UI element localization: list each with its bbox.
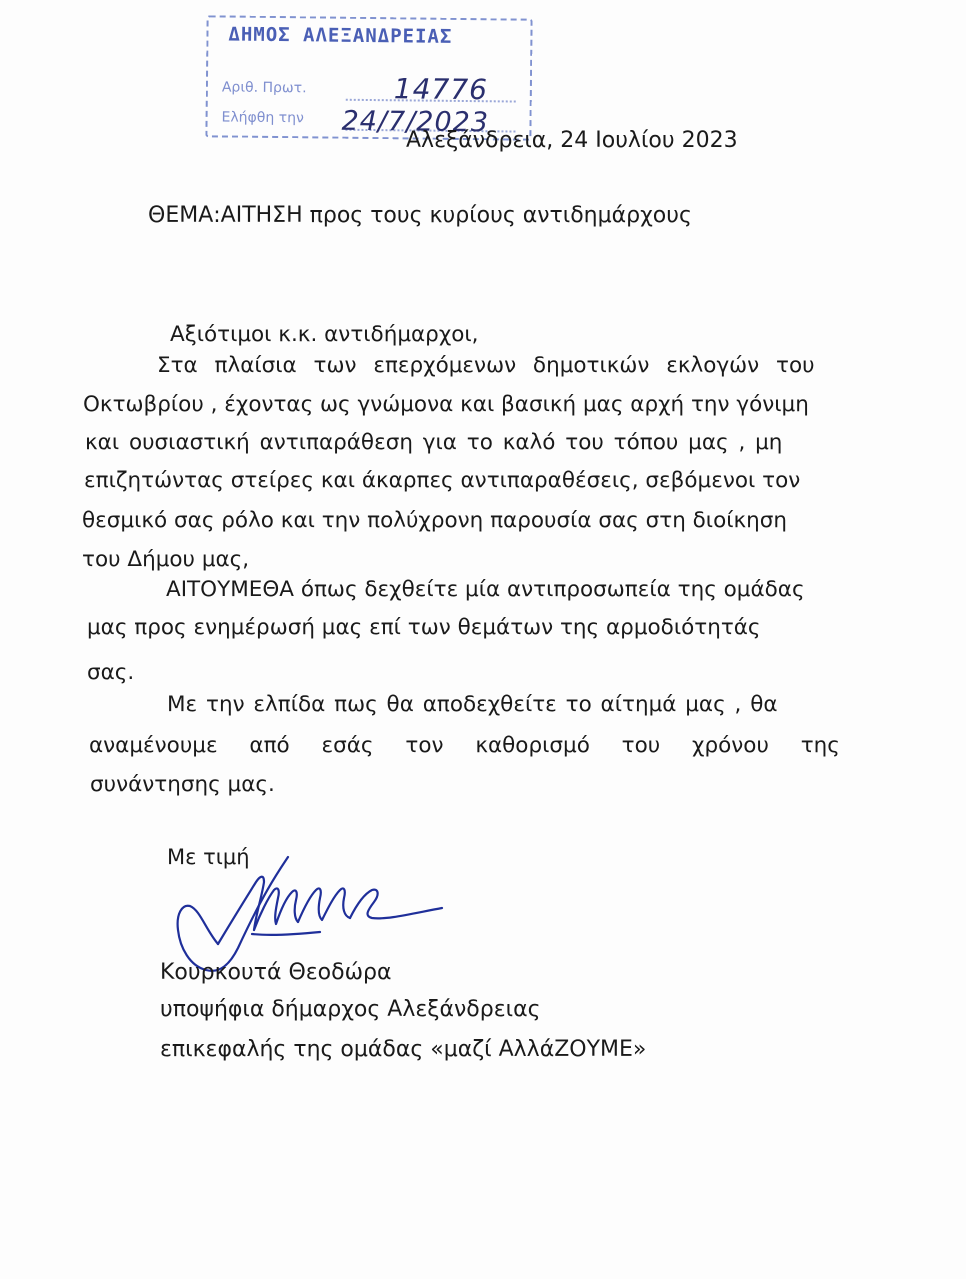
paragraph-line: Στα πλαίσια των επερχόμενων δημοτικών εκλογών του: [157, 353, 815, 378]
registry-stamp: [205, 15, 532, 140]
closing: Με τιμή: [167, 845, 250, 869]
salutation: Αξιότιμοι κ.κ. αντιδήμαρχοι,: [170, 322, 479, 347]
paragraph-line: Με την ελπίδα πως θα αποδεχθείτε το αίτημά μας , θα: [167, 692, 778, 717]
paragraph-line: Οκτωβρίου , έχοντας ως γνώμονα και βασική μας αρχή την γόνιμη: [83, 392, 809, 417]
paragraph-line: ΑΙΤΟΥΜΕΘΑ όπως δεχθείτε μία αντιπροσωπεία της ομάδας: [166, 577, 805, 602]
signer-group: επικεφαλής της ομάδας «μαζί ΑλλάΖΟΥΜΕ»: [160, 1037, 647, 1062]
subject-line: ΘΕΜΑ:ΑΙΤΗΣΗ προς τους κυρίους αντιδημάρχους: [148, 203, 692, 228]
paragraph-line: και ουσιαστική αντιπαράθεση για το καλό του τόπου μας , μη: [85, 430, 783, 455]
paragraph-line: αναμένουμε από εσάς τον καθορισμό του χρόνου της: [89, 733, 840, 758]
paragraph-line: μας προς ενημέρωσή μας επί των θεμάτων της αρμοδιότητάς: [87, 615, 761, 640]
place-date: Αλεξάνδρεια, 24 Ιουλίου 2023: [406, 128, 738, 153]
paragraph-line: επιζητώντας στείρες και άκαρπες αντιπαραθέσεις, σεβόμενοι τον: [84, 468, 801, 493]
paragraph-line: συνάντησης μας.: [90, 772, 275, 797]
paragraph-line: σας.: [87, 660, 135, 685]
stamp-received-date: 24/7/2023: [341, 105, 490, 139]
signer-name: Κουρκουτά Θεοδώρα: [160, 960, 392, 985]
paragraph-line: θεσμικό σας ρόλο και την πολύχρονη παρουσία σας στη διοίκηση: [82, 508, 788, 533]
stamp-received-label: Ελήφθη την: [221, 109, 304, 127]
stamp-title: ΔΗΜΟΣ ΑΛΕΞΑΝΔΡΕΙΑΣ: [228, 23, 453, 48]
signer-title: υποψήφια δήμαρχος Αλεξάνδρειας: [160, 997, 541, 1022]
stamp-protocol-label: Αριθ. Πρωτ.: [221, 79, 307, 97]
paragraph-line: του Δήμου μας,: [82, 547, 250, 572]
stamp-protocol-number: 14776: [393, 72, 489, 107]
